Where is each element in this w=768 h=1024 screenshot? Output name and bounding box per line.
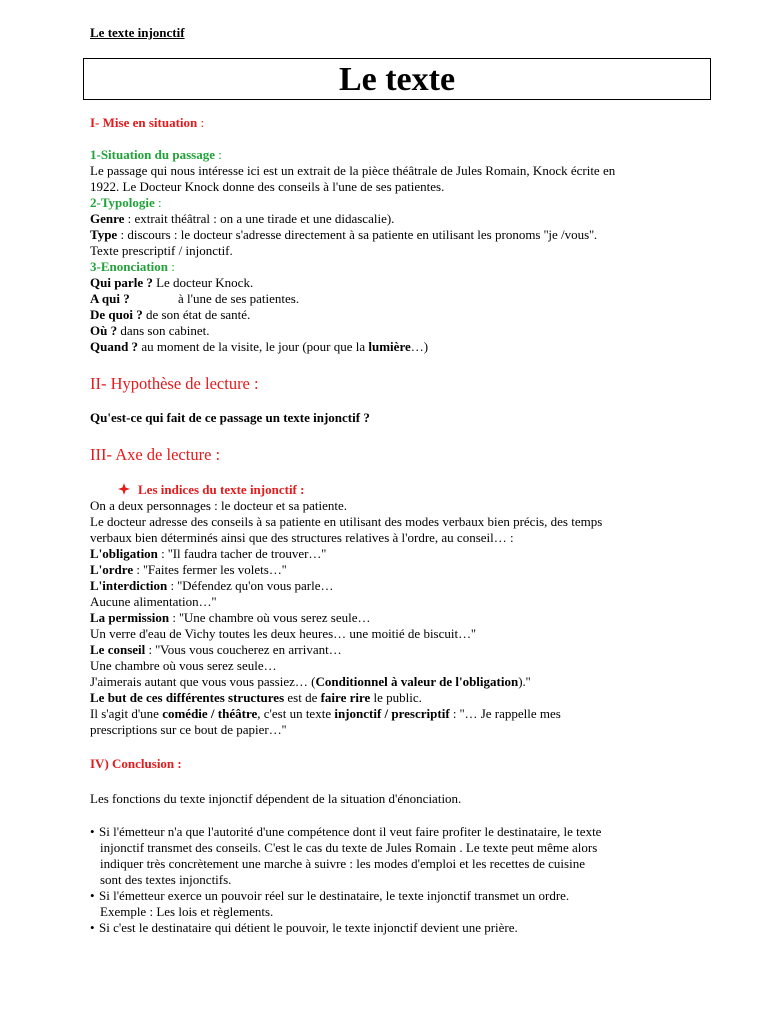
subheading-enonciation: 3-Enonciation :: [90, 259, 175, 274]
permission-line: La permission : ''Une chambre où vous serez seule…: [90, 610, 371, 625]
but-line: Le but de ces différentes structures est de faire rire le public.: [90, 690, 422, 705]
bullet-item: • Si l'émetteur n'a que l'autorité d'une compétence dont il veut faire profiter le destinataire, le texte injonctif transmet des conseils. C'est le cas du texte de Jules Romain . Le texte peut même alors indiquer très concrètement une marche à suivre : les modes d'emploi et les recettes de cuisine sont des textes injonctifs.: [90, 824, 602, 887]
section-heading: I- Mise en situation :: [90, 115, 205, 130]
quand-line: Quand ? au moment de la visite, le jour (pour que la lumière…): [90, 339, 429, 354]
conseil-line-3: J'aimerais autant que vous vous passiez… (Conditionnel à valeur de l'obligation).'': [90, 674, 531, 689]
passage-text: 1922. Le Docteur Knock donne des conseils à l'une de ses patientes.: [90, 179, 445, 194]
permission-line-2: Un verre d'eau de Vichy toutes les deux heures… une moitié de biscuit…'': [90, 626, 476, 641]
bullet-icon: •: [90, 824, 95, 839]
bullet-icon: •: [90, 888, 95, 903]
genre-line: Genre : extrait théâtral : on a une tirade et une didascalie).: [90, 211, 395, 226]
conseil-line: Le conseil : ''Vous vous coucherez en arrivant…: [90, 642, 342, 657]
comedie-line: Il s'agit d'une comédie / théâtre, c'est un texte injonctif / prescriptif : ''… Je rappelle mes: [90, 706, 561, 721]
page-title: Le texte: [338, 61, 456, 98]
section-conclusion: [90, 756, 730, 772]
hypothese-question: Qu'est-ce qui fait de ce passage un texte injonctif ?: [90, 410, 370, 425]
de-quoi-line: De quoi ? de son état de santé.: [90, 307, 251, 322]
qui-parle-line: Qui parle ? Le docteur Knock.: [90, 275, 254, 290]
section-hypothese: [90, 374, 730, 394]
running-title: Le texte injonctif: [90, 25, 185, 40]
section-heading: II- Hypothèse de lecture :: [90, 374, 259, 393]
ou-line: Où ? dans son cabinet.: [90, 323, 210, 338]
axe-text: On a deux personnages : le docteur et sa patiente.: [90, 498, 348, 513]
axe-lecture-content: [90, 482, 730, 738]
comedie-line-2: prescriptions sur ce bout de papier…'': [90, 722, 287, 737]
bullet-item: • Si c'est le destinataire qui détient le pouvoir, le texte injonctif devient une prière.: [90, 920, 518, 935]
conclusion-intro-block: [90, 791, 730, 807]
diamond-bullet-icon: [118, 483, 130, 495]
bullet-item: • Si l'émetteur exerce un pouvoir réel sur le destinataire, le texte injonctif transmet un ordre. Exemple : Les lois et règlements.: [90, 888, 570, 919]
bullet-icon: •: [90, 920, 95, 935]
section-heading: IV) Conclusion :: [90, 756, 182, 771]
passage-text: Le passage qui nous intéresse ici est un extrait de la pièce théâtrale de Jules Romain, Knock écrite en: [90, 163, 616, 178]
axe-text: verbaux bien déterminés ainsi que des structures relatives à l'ordre, au conseil… :: [90, 530, 514, 545]
conclusion-bullets: [90, 824, 730, 936]
interdiction-line-2: Aucune alimentation…'': [90, 594, 217, 609]
subheading-typologie: 2-Typologie :: [90, 195, 162, 210]
conclusion-intro: Les fonctions du texte injonctif dépendent de la situation d'énonciation.: [90, 791, 462, 806]
conseil-line-2: Une chambre où vous serez seule…: [90, 658, 277, 673]
ordre-line: L'ordre : ''Faites fermer les volets…'': [90, 562, 287, 577]
interdiction-line: L'interdiction : ''Défendez qu'on vous parle…: [90, 578, 334, 593]
type-line-2: Texte prescriptif / injonctif.: [90, 243, 233, 258]
title-box: [83, 58, 711, 100]
bullet-heading: Les indices du texte injonctif :: [90, 482, 730, 498]
a-qui-line: A qui ? à l'une de ses patientes.: [90, 291, 300, 306]
section-mise-en-situation: [90, 115, 730, 355]
section-heading: III- Axe de lecture :: [90, 445, 221, 464]
obligation-line: L'obligation : ''Il faudra tacher de trouver…'': [90, 546, 327, 561]
subheading-situation: 1-Situation du passage :: [90, 147, 222, 162]
section-axe-lecture: [90, 445, 730, 465]
axe-text: Le docteur adresse des conseils à sa patiente en utilisant des modes verbaux bien précis, des temps: [90, 514, 603, 529]
type-line: Type : discours : le docteur s'adresse directement à sa patiente en utilisant les pronoms ''je /vous''.: [90, 227, 598, 242]
hypothese-question-block: [90, 410, 730, 426]
